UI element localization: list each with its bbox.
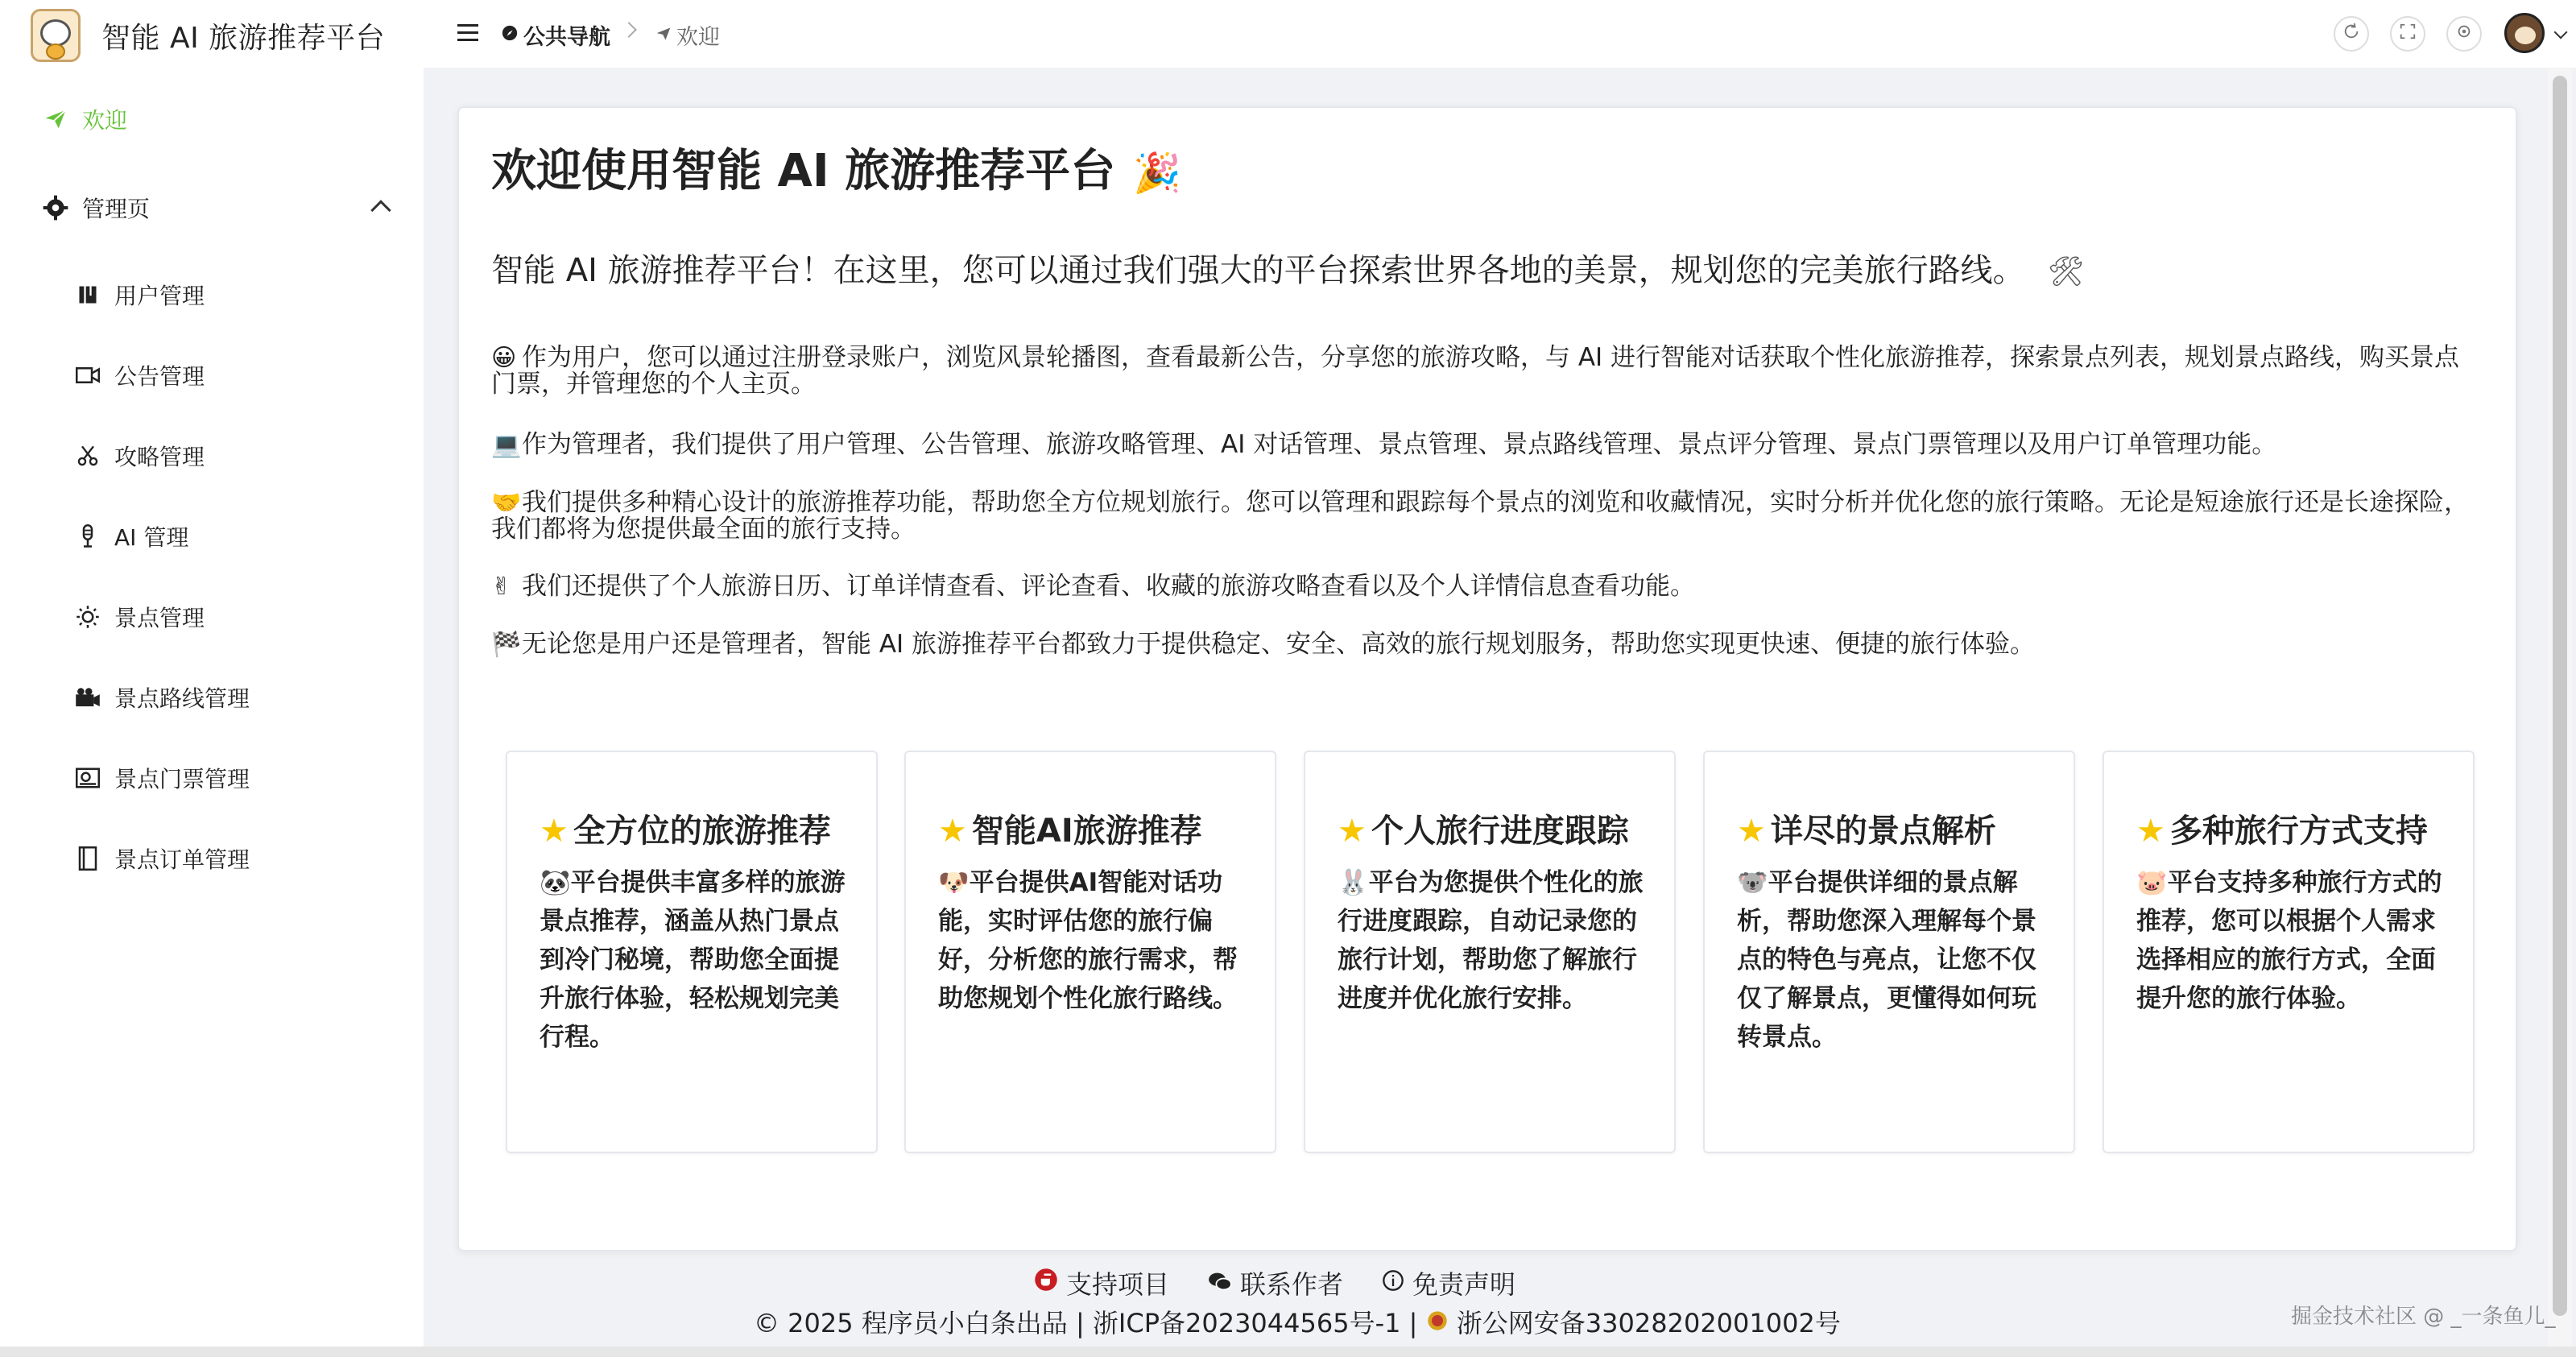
feature-title: ★ 多种旅行方式支持 (2136, 813, 2428, 850)
feature-card (2103, 751, 2475, 1153)
support-project-link[interactable]: 支持项目 (1034, 1264, 1169, 1301)
dog-icon: 🐶 (938, 868, 970, 897)
scrollbar-thumb[interactable] (2553, 76, 2567, 1316)
sidebar-item-orders[interactable]: 景点订单管理 (0, 833, 424, 884)
feature-card (904, 751, 1276, 1153)
gear-icon (2455, 23, 2473, 45)
sidebar-item-tickets[interactable]: 景点门票管理 (0, 752, 424, 804)
sidebar-item-ai[interactable]: AI 管理 (0, 511, 424, 562)
brand[interactable] (31, 5, 385, 66)
settings-button[interactable] (2446, 16, 2482, 52)
top-header (424, 0, 2576, 68)
gitee-icon (1034, 1268, 1058, 1298)
footer-links (1034, 1264, 1554, 1301)
feature-card (1703, 751, 2075, 1153)
compass-icon (501, 24, 519, 47)
menu-toggle-icon[interactable] (457, 24, 478, 42)
fullscreen-icon (2399, 23, 2417, 45)
sidebar-item-guides[interactable]: 攻略管理 (0, 430, 424, 482)
party-popper-icon: 🎉 (1133, 151, 1181, 196)
avatar[interactable] (2504, 13, 2545, 53)
feature-title: ★ 全方位的旅游推荐 (540, 813, 831, 850)
star-icon: ★ (938, 813, 967, 850)
koala-icon: 🐨 (1737, 868, 1768, 897)
chevron-up-icon[interactable] (370, 200, 391, 220)
contact-author-link[interactable]: 联系作者 (1208, 1264, 1343, 1301)
fullscreen-button[interactable] (2390, 16, 2425, 52)
victory-hand-icon: ✌ (491, 573, 512, 601)
star-icon: ★ (1737, 813, 1766, 850)
lucky-cat-logo (31, 9, 81, 62)
microphone-icon (74, 523, 101, 550)
feature-card (506, 751, 878, 1153)
feature-title: ★ 智能AI旅游推荐 (938, 813, 1202, 850)
intro-paragraph-mission: 🏁无论您是用户还是管理者，智能 AI 旅游推荐平台都致力于提供稳定、安全、高效的旅行规划服务，帮助您实现更快速、便捷的旅行体验。 (491, 630, 2036, 659)
chevron-down-icon[interactable] (2554, 26, 2568, 39)
info-icon (1382, 1268, 1404, 1298)
watermark: 掘金技术社区 @ _一条鱼儿_ (2291, 1305, 2556, 1329)
feature-text: 🐼平台提供丰富多样的旅游景点推荐，涵盖从热门景点到冷门秘境，帮助您全面提升旅行体验，轻松规划完美行程。 (540, 868, 846, 1052)
sidebar-item-welcome[interactable]: 欢迎 (0, 93, 424, 145)
breadcrumb-current: 欢迎 (655, 19, 720, 51)
gear-icon (42, 194, 69, 221)
camera-icon (74, 684, 101, 711)
star-icon: ★ (1338, 813, 1367, 850)
paper-plane-icon (42, 105, 69, 133)
intro-paragraph-admin: 💻作为管理者，我们提供了用户管理、公告管理、旅游攻略管理、AI 对话管理、景点管理、景点路线管理、景点评分管理、景点门票管理以及用户订单管理功能。 (491, 430, 2277, 459)
footer-copyright: © 2025 程序员小白条出品 | 浙ICP备2023044565号-1 | 浙公网安备33028202001002号 (754, 1308, 1841, 1338)
star-icon: ★ (2136, 813, 2165, 850)
sidebar-item-users[interactable]: 用户管理 (0, 269, 424, 321)
breadcrumb-home[interactable]: 公共导航 (501, 19, 610, 51)
breadcrumb-separator-icon (621, 22, 637, 38)
paper-plane-icon (655, 24, 672, 47)
sidebar-item-attractions[interactable]: 景点管理 (0, 591, 424, 643)
intro-paragraph-user: 😀 作为用户，您可以通过注册登录账户，浏览风景轮播图，查看最新公告，分享您的旅游攻略，与 AI 进行智能对话获取个性化旅游推荐，探索景点列表，规划景点路线，购买景点门票，并管理您的个人主页。 (491, 343, 2460, 399)
feature-title: ★ 详尽的景点解析 (1737, 813, 1996, 850)
checkered-flag-icon: 🏁 (491, 631, 522, 659)
document-icon (74, 845, 101, 872)
feature-text: 🐷平台支持多种旅行方式的推荐，您可以根据个人需求选择相应的旅行方式，全面提升您的旅行体验。 (2136, 868, 2442, 1013)
star-icon: ★ (540, 813, 569, 850)
grinning-face-icon: 😀 (491, 344, 517, 372)
welcome-card (457, 106, 2517, 1252)
sidebar-item-routes[interactable]: 景点路线管理 (0, 672, 424, 723)
laptop-icon: 💻 (491, 431, 522, 459)
tools-icon: 🛠 (2047, 255, 2085, 288)
feature-card (1304, 751, 1676, 1153)
feature-title: ★ 个人旅行进度跟踪 (1338, 813, 1629, 850)
sidebar (0, 0, 424, 1357)
intro-paragraph-features: 🤝我们提供多种精心设计的旅游推荐功能，帮助您全方位规划旅行。您可以管理和跟踪每个景点的浏览和收藏情况，实时分析并优化您的旅行策略。无论是短途旅行还是长途探险，我们都将为您提供最全面的旅行支持。 (491, 488, 2469, 544)
app-title: 智能 AI 旅游推荐平台 (101, 21, 386, 55)
ticket-icon (74, 764, 101, 792)
rabbit-icon: 🐰 (1338, 868, 1369, 897)
police-badge-icon (1426, 1308, 1457, 1338)
sidebar-item-announcements[interactable]: 公告管理 (0, 350, 424, 401)
page-title: 欢迎使用智能 AI 旅游推荐平台 🎉 (491, 145, 1181, 197)
feature-text: 🐰平台为您提供个性化的旅行进度跟踪，自动记录您的旅行计划，帮助您了解旅行进度并优化旅行安排。 (1338, 868, 1644, 1013)
panda-icon: 🐼 (540, 868, 571, 897)
video-icon (74, 362, 101, 389)
disclaimer-link[interactable]: 免责声明 (1382, 1264, 1515, 1301)
sidebar-item-admin[interactable]: 管理页 (0, 182, 424, 234)
users-icon (74, 281, 101, 308)
refresh-icon (2342, 23, 2360, 45)
scissors-icon (74, 442, 101, 470)
handshake-icon: 🤝 (491, 489, 522, 517)
sun-icon (74, 603, 101, 631)
feature-text: 🐶平台提供AI智能对话功能，实时评估您的旅行偏好，分析您的旅行需求，帮助您规划个性化旅行路线。 (938, 868, 1238, 1013)
pig-icon: 🐷 (2136, 868, 2168, 897)
wechat-icon (1208, 1268, 1232, 1298)
refresh-button[interactable] (2334, 16, 2369, 52)
bottom-edge (0, 1347, 2576, 1357)
police-record-link[interactable]: 浙公网安备33028202001002号 (1456, 1308, 1841, 1338)
intro-paragraph-extras: ✌ 我们还提供了个人旅游日历、订单详情查看、评论查看、收藏的旅游攻略查看以及个人详情信息查看功能。 (491, 572, 1695, 601)
page-subtitle: 智能 AI 旅游推荐平台！在这里，您可以通过我们强大的平台探索世界各地的美景，规划您的完美旅行路线。 🛠 (491, 252, 2085, 289)
feature-text: 🐨平台提供详细的景点解析，帮助您深入理解每个景点的特色与亮点，让您不仅仅了解景点，更懂得如何玩转景点。 (1737, 868, 2036, 1052)
